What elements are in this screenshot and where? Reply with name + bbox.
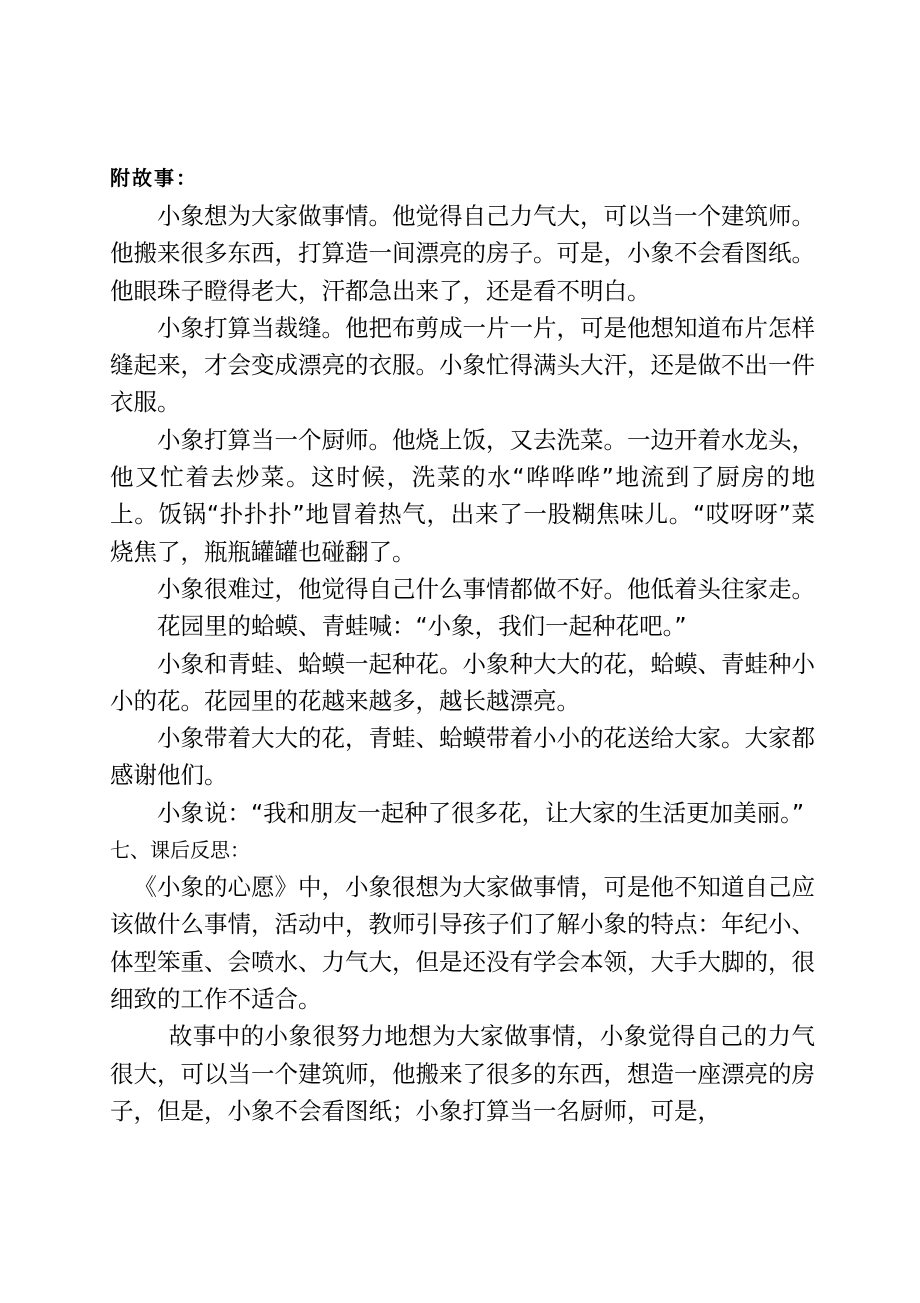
story-paragraph: 小象和青蛙、蛤蟆一起种花。小象种大大的花，蛤蟆、青蛙种小小的花。花园里的花越来越多，越长越漂亮。 xyxy=(110,649,815,715)
document-page xyxy=(110,160,815,1130)
story-paragraph: 花园里的蛤蟆、青蛙喊：“小象，我们一起种花吧。” xyxy=(157,612,687,641)
story-heading: 附故事： xyxy=(110,166,198,190)
story-paragraph: 小象打算当裁缝。他把布剪成一片一片，可是他想知道布片怎样缝起来，才会变成漂亮的衣服。小象忙得满头大汗，还是做不出一件衣服。 xyxy=(110,313,815,417)
reflection-paragraph: 《小象的心愿》中，小象很想为大家做事情，可是他不知道自己应该做什么事情，活动中，教师引导孩子们了解小象的特点：年纪小、体型笨重、会喷水、力气大，但是还没有学会本领，大手大脚的，很细致的工作不适合。 xyxy=(110,873,815,1013)
story-paragraph: 小象打算当一个厨师。他烧上饭，又去洗菜。一边开着水龙头，他又忙着去炒菜。这时候，洗菜的水“哗哗哗”地流到了厨房的地上。饭锅“扑扑扑”地冒着热气，出来了一股糊焦味儿。“哎呀呀”菜烧焦了，瓶瓶罐罐也碰翻了。 xyxy=(110,425,815,566)
story-paragraph: 小象想为大家做事情。他觉得自己力气大，可以当一个建筑师。他搬来很多东西，打算造一间漂亮的房子。可是，小象不会看图纸。他眼珠子瞪得老大，汗都急出来了，还是看不明白。 xyxy=(110,202,815,305)
story-paragraph: 小象很难过，他觉得自己什么事情都做不好。他低着头往家走。 xyxy=(157,574,815,603)
story-paragraph: 小象带着大大的花，青蛙、蛤蟆带着小小的花送给大家。大家都感谢他们。 xyxy=(110,724,815,790)
reflection-paragraph: 故事中的小象很努力地想为大家做事情，小象觉得自己的力气很大，可以当一个建筑师，他搬来了很多的东西，想造一座漂亮的房子，但是，小象不会看图纸；小象打算当一名厨师，可是， xyxy=(110,1022,815,1125)
reflection-heading: 七、课后反思： xyxy=(110,838,250,863)
story-paragraph: 小象说：“我和朋友一起种了很多花，让大家的生活更加美丽。” xyxy=(157,798,805,827)
